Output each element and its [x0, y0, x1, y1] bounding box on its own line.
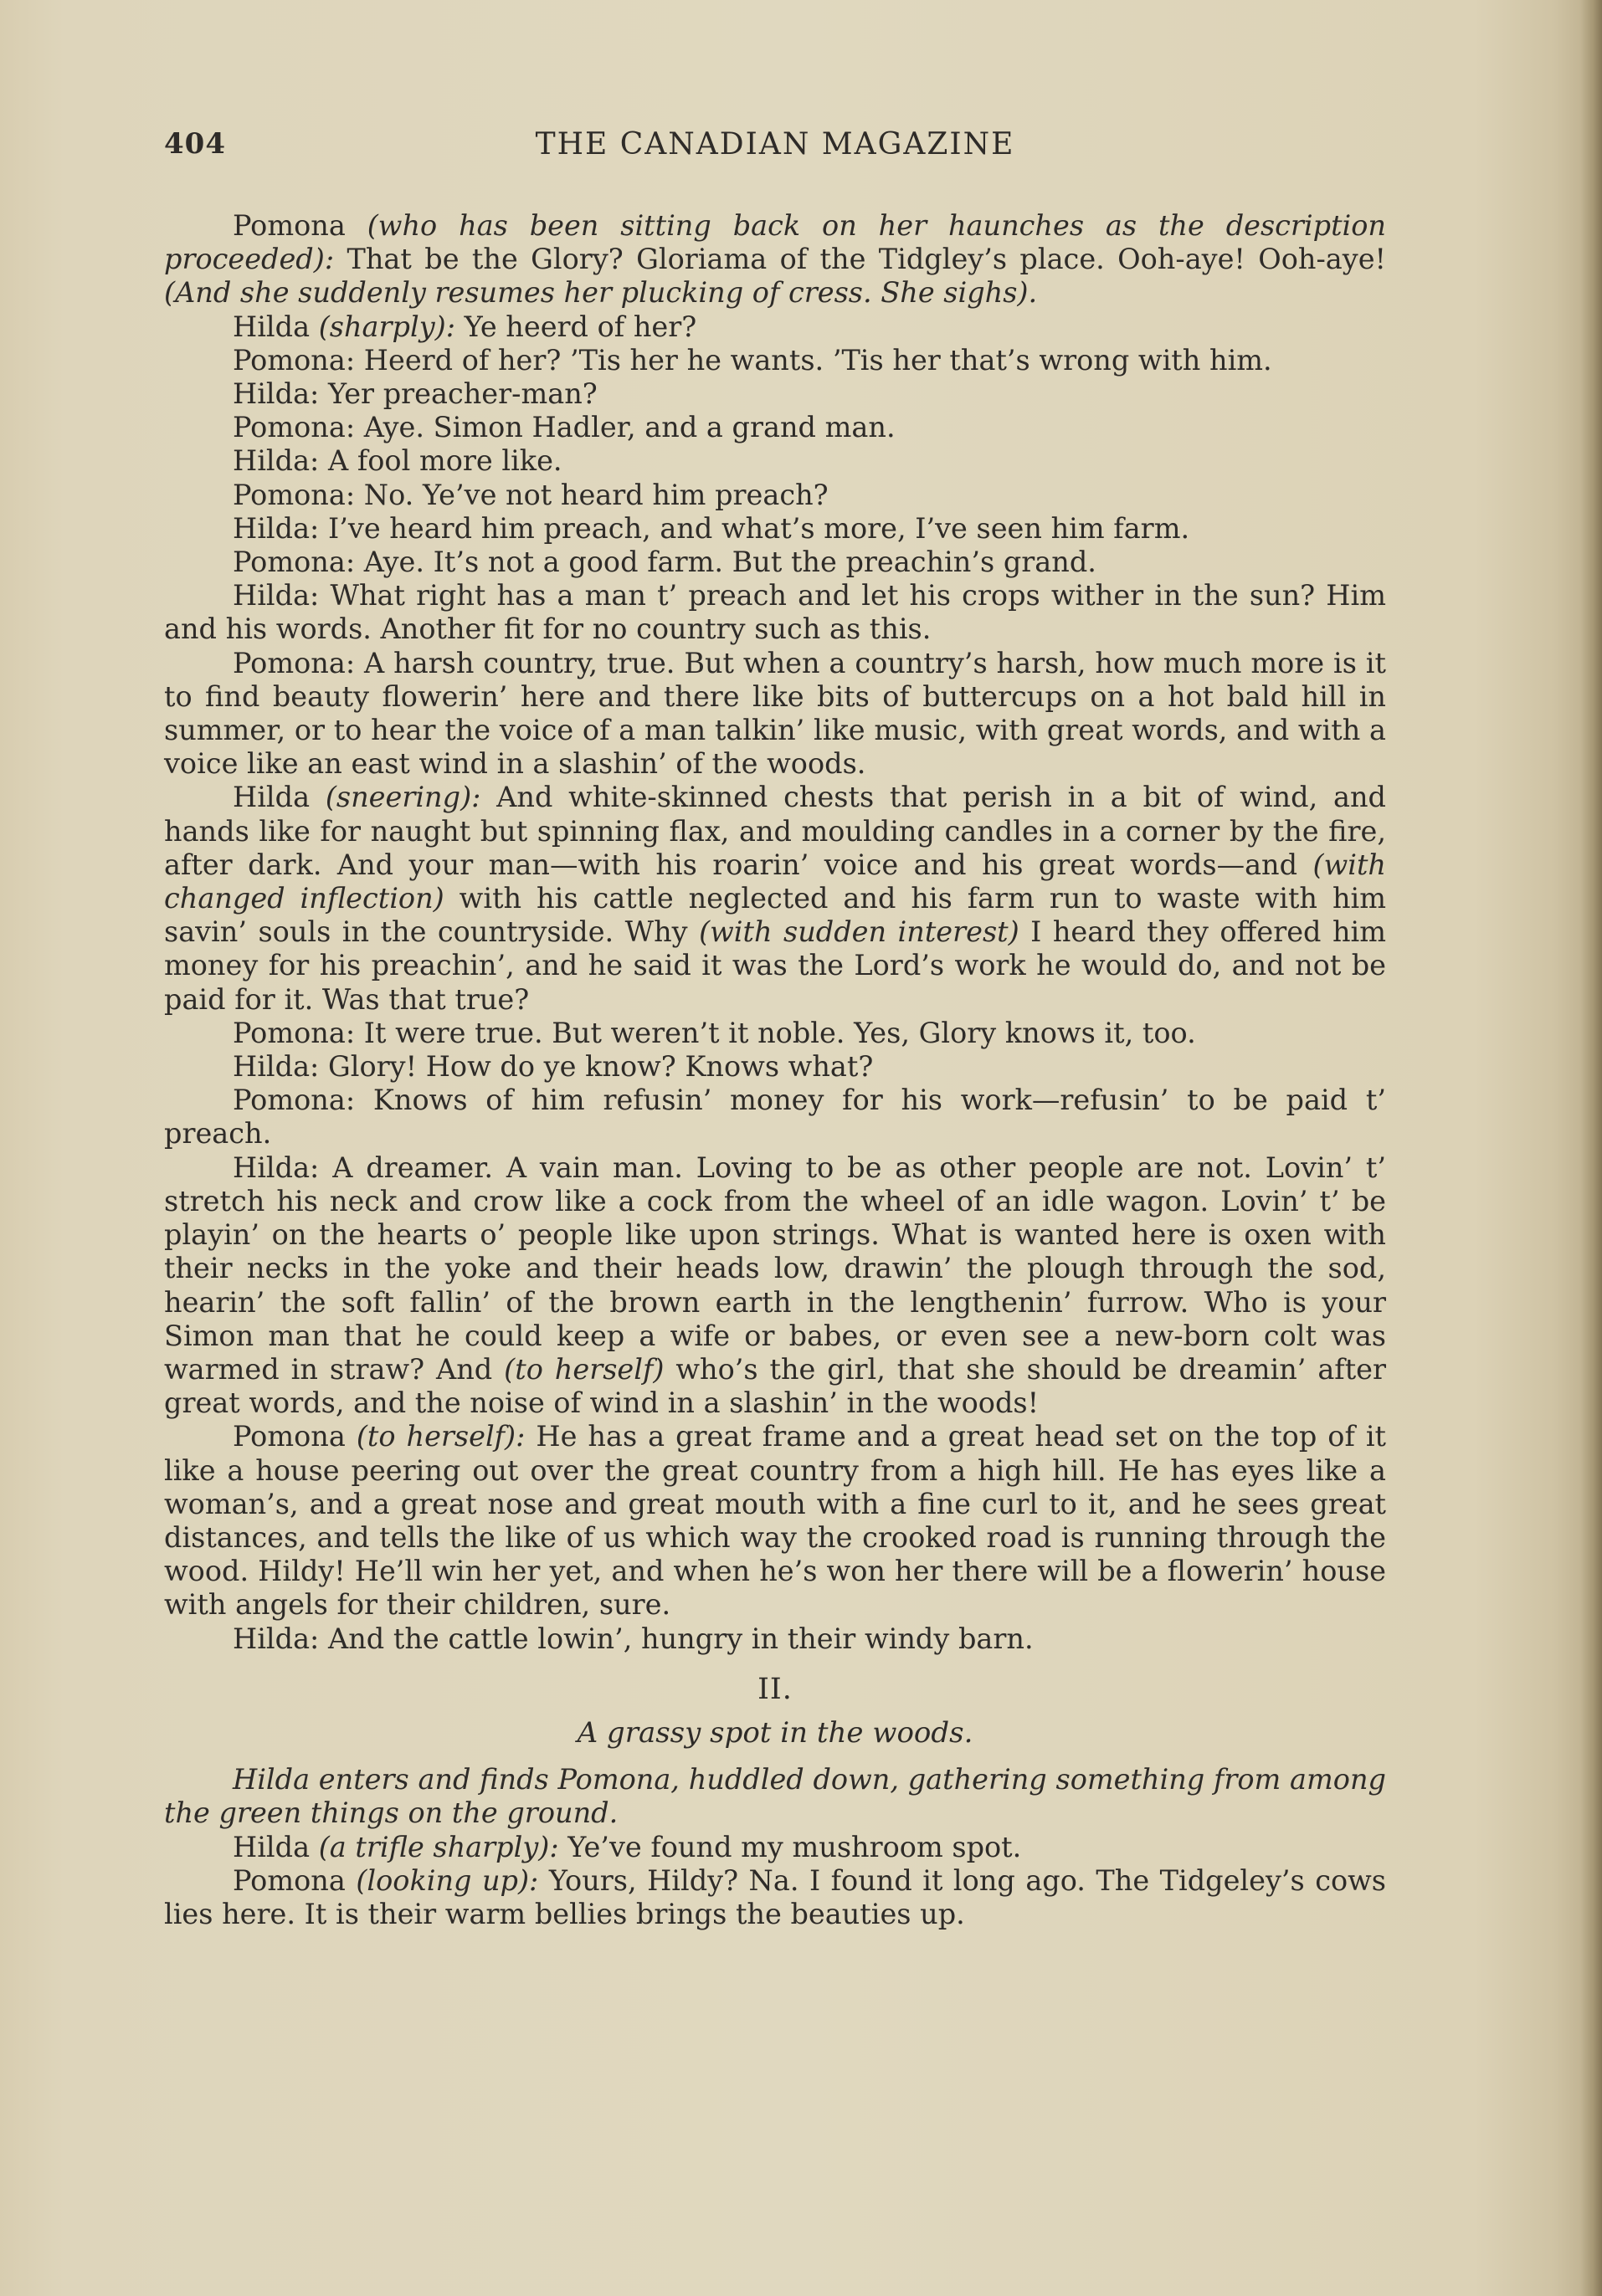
page-edge-shadow	[1580, 0, 1602, 2296]
paragraph: Pomona: Aye. It’s not a good farm. But the preachin’s grand.	[233, 546, 1096, 579]
paragraph: Pomona: Knows of him refusin’ money for his work—refusin’ to be paid t’ preach.	[164, 1084, 1386, 1151]
paragraph: Pomona (who has been sitting back on her haunches as the description proceeded): That be the Glory? Gloriama of the Tidgley’s place. Ooh-aye! Ooh-aye! (And she suddenly resumes her plucking of cress. She sighs).	[164, 209, 1387, 310]
paragraph: Pomona (to herself): He has a great frame and a great head set on the top of it like a house peering out over the great country from a high hill. He has eyes like a woman’s, and a great nose and great mouth with a fine curl to it, and he sees great distances, and tells the like of us which way the crooked road is running through the wood. Hildy! He’ll win her yet, and when he’s won her there will be a flowerin’ house with angels for their children, sure.	[164, 1420, 1386, 1622]
page-header	[164, 127, 1386, 177]
paragraph: Hilda (sharply): Ye heerd of her?	[233, 310, 697, 343]
section-number: II.	[757, 1672, 793, 1706]
paragraph: Hilda: Yer preacher-man?	[233, 377, 598, 411]
paragraph: Hilda (sneering): And white-skinned chests that perish in a bit of wind, and hands like for naught but spinning flax, and moulding candles in a corner by the fire, after dark. And your man—with his roarin’ voice and his great words—and (with changed inflection) with his cattle neglected and his farm run to waste with him savin’ souls in the countryside. Why (with sudden interest) I heard they offered him money for his preachin’, and he said it was the Lord’s work he would do, and not be paid for it. Was that true?	[164, 781, 1386, 1016]
body-text	[164, 209, 1386, 1931]
scene-heading: A grassy spot in the woods.	[577, 1715, 973, 1750]
page-number: 404	[164, 127, 226, 161]
paragraph: Pomona (looking up): Yours, Hildy? Na. I found it long ago. The Tidgeley’s cows lies here. It is their warm bellies brings the beauties up.	[164, 1863, 1386, 1930]
paragraph: Hilda: A dreamer. A vain man. Loving to be as other people are not. Lovin’ t’ stretch his neck and crow like a cock from the wheel of an idle wagon. Lovin’ t’ be playin’ on the hearts o’ people like upon strings. What is wanted here is oxen with their necks in the yoke and their heads low, drawin’ the plough through the sod, hearin’ the soft fallin’ of the brown earth in the lengthenin’ furrow. Who is your Simon man that he could keep a wife or babes, or even see a new-born colt was warmed in straw? And (to herself) who’s the girl, that she should be dreamin’ after great words, and the noise of wind in a slashin’ in the woods!	[164, 1151, 1387, 1420]
paragraph: Pomona: Heerd of her? ’Tis her he wants. ’Tis her that’s wrong with him.	[233, 343, 1272, 377]
paragraph: Hilda: A fool more like.	[233, 444, 562, 478]
paragraph: Hilda: What right has a man t’ preach and let his crops wither in the sun? Him and his words. Another fit for no country such as this.	[164, 579, 1386, 646]
stage-direction: Hilda enters and finds Pomona, huddled down, gathering something from among the green things on the ground.	[164, 1763, 1386, 1830]
paragraph: Hilda: Glory! How do ye know? Knows what?	[233, 1050, 874, 1084]
running-head: THE CANADIAN MAGAZINE	[535, 127, 1015, 161]
paragraph: Hilda (a trifle sharply): Ye’ve found my mushroom spot.	[233, 1830, 1022, 1863]
paragraph: Pomona: It were true. But weren’t it noble. Yes, Glory knows it, too.	[233, 1016, 1196, 1049]
paragraph: Hilda: I’ve heard him preach, and what’s more, I’ve seen him farm.	[233, 511, 1190, 545]
paragraph: Pomona: No. Ye’ve not heard him preach?	[233, 478, 829, 511]
paragraph: Pomona: A harsh country, true. But when a country’s harsh, how much more is it to find beauty flowerin’ here and there like bits of buttercups on a hot bald hill in summer, or to hear the voice of a man talkin’ like music, with great words, and with a voice like an east wind in a slashin’ of the woods.	[164, 646, 1386, 781]
paragraph: Pomona: Aye. Simon Hadler, and a grand man.	[233, 411, 896, 444]
paragraph: Hilda: And the cattle lowin’, hungry in their windy barn.	[233, 1622, 1034, 1655]
